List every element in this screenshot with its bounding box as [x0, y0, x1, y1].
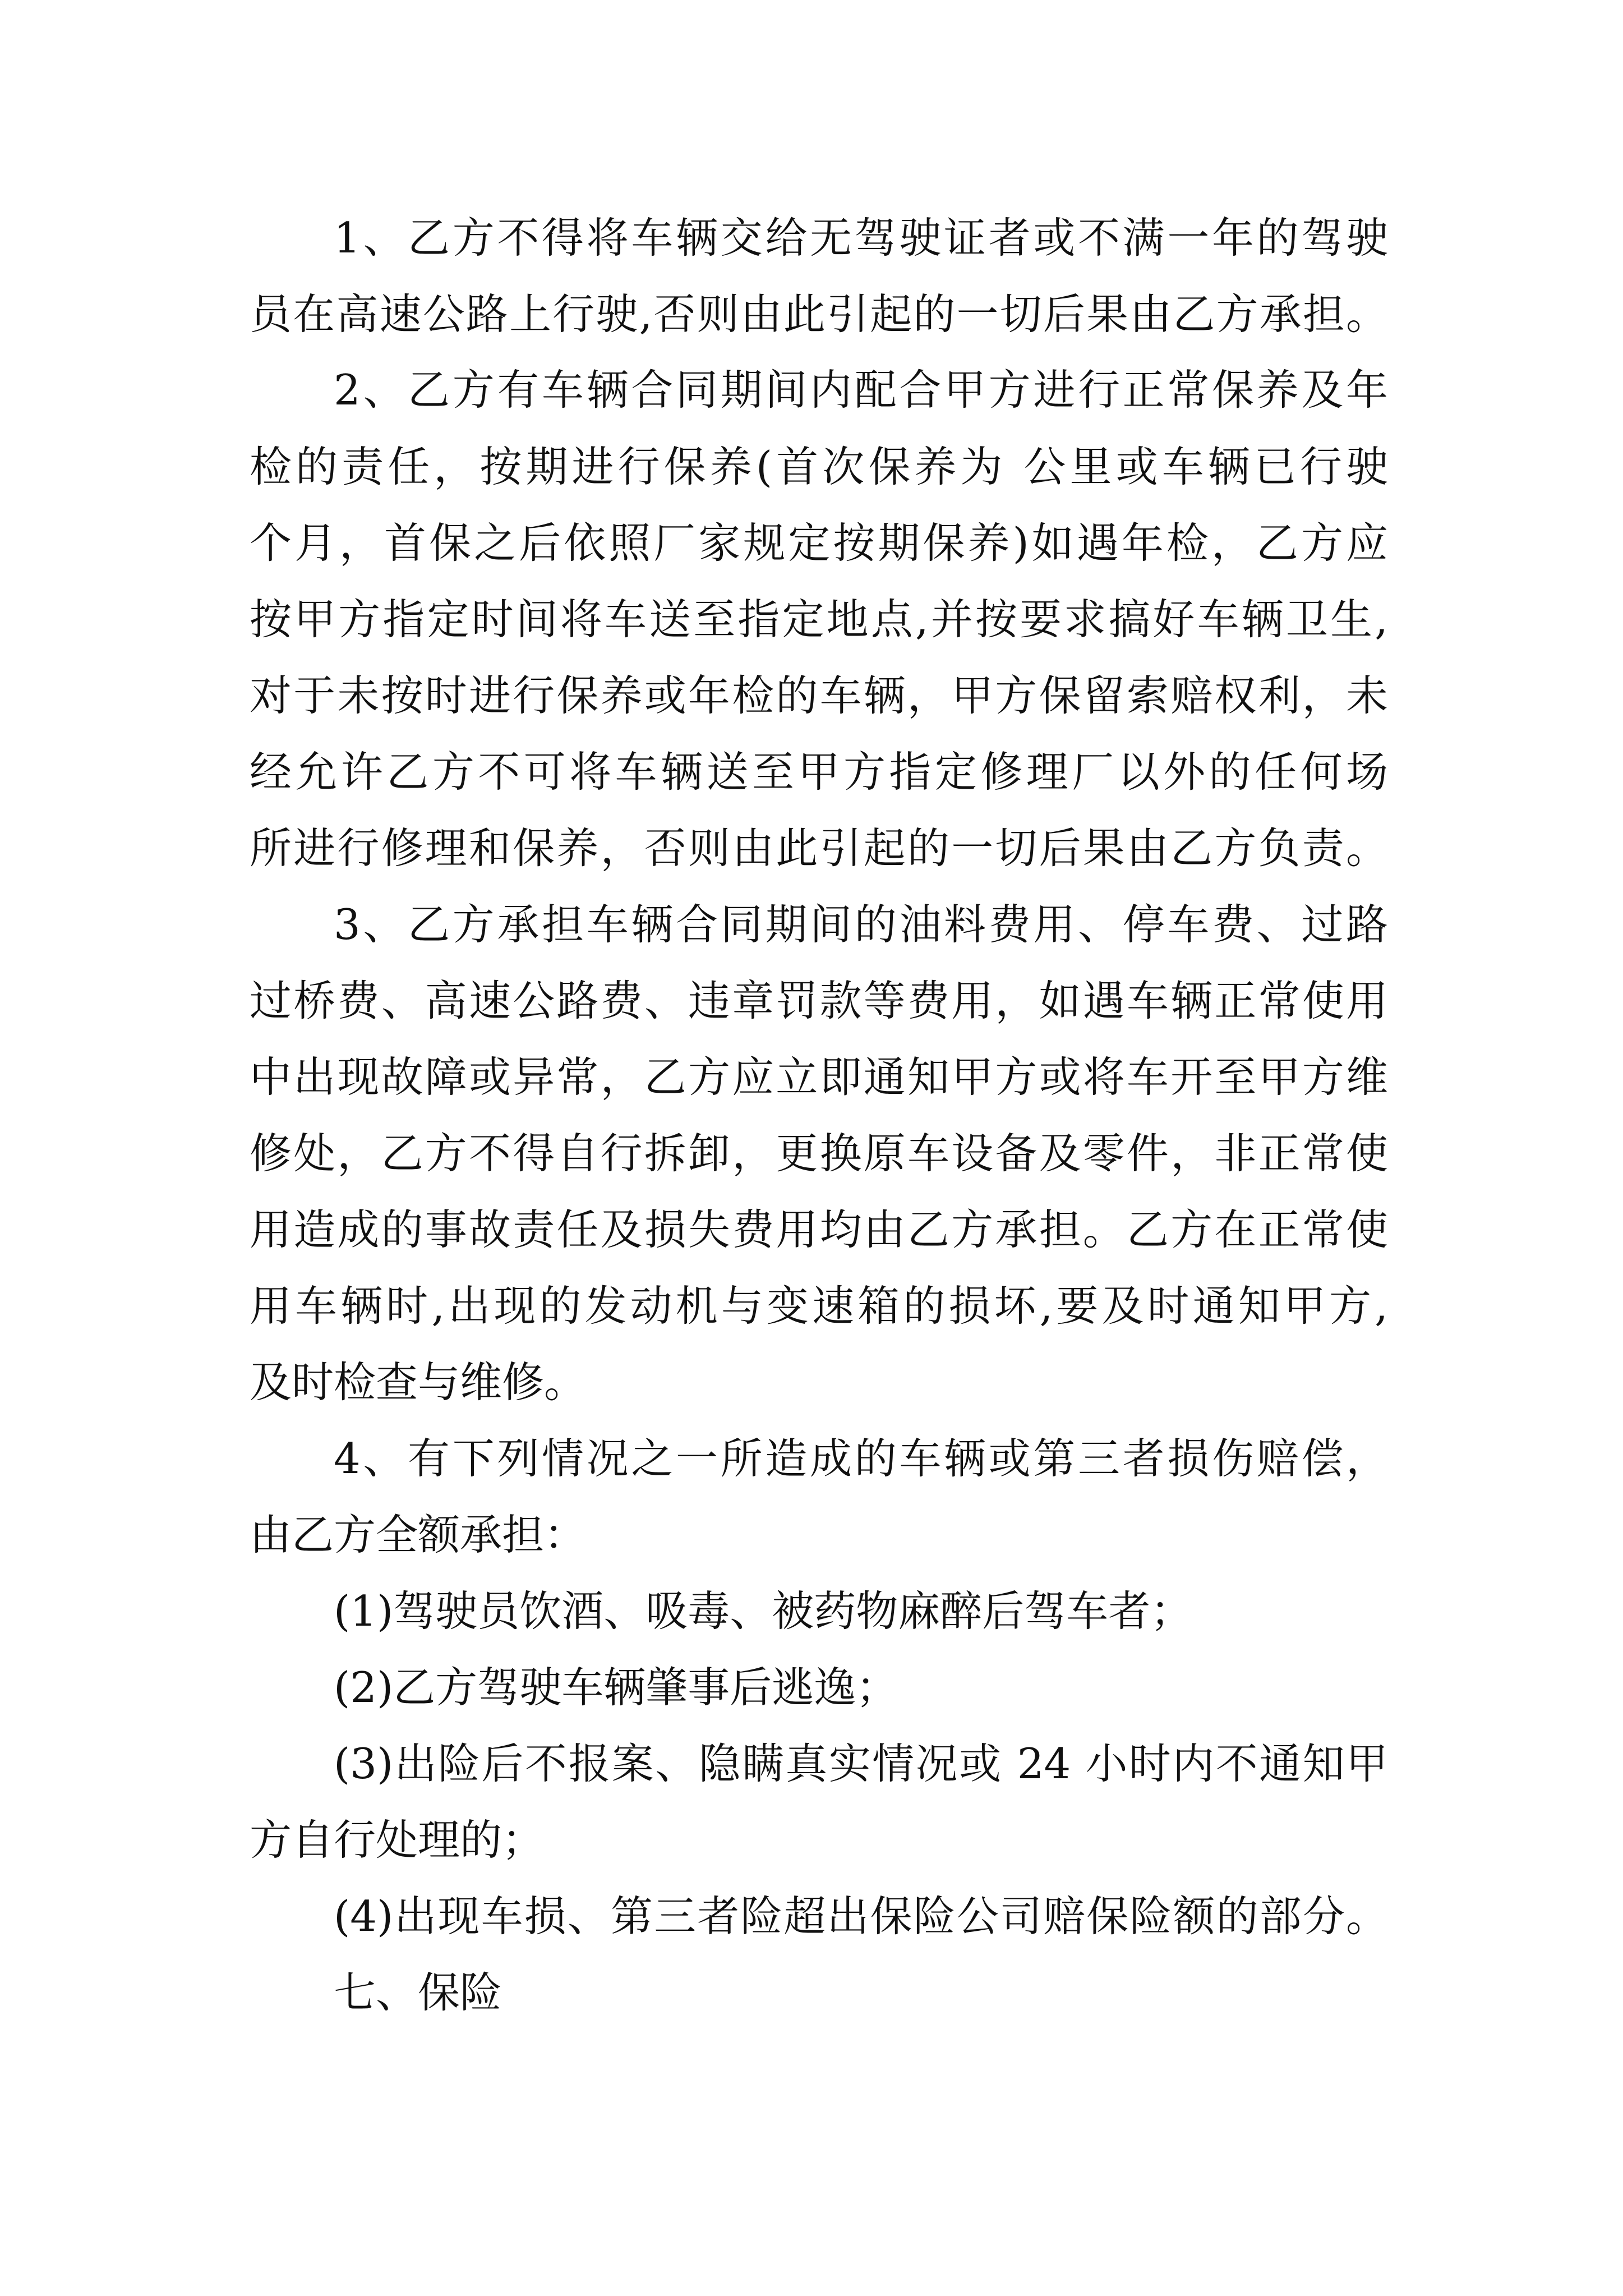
item-3-line-1: (3)出险后不报案、隐瞒真实情况或 24 小时内不通知甲: [334, 1739, 1388, 1788]
clause-2-line-3: 个月，首保之后依照厂家规定按期保养)如遇年检，乙方应: [250, 518, 1388, 568]
item-2: (2)乙方驾驶车辆肇事后逃逸；: [334, 1663, 898, 1712]
clause-4-line-2: 由乙方全额承担：: [250, 1510, 587, 1559]
clause-3-line-2: 过桥费、高速公路费、违章罚款等费用，如遇车辆正常使用: [250, 976, 1388, 1025]
clause-2-line-1: 2、乙方有车辆合同期间内配合甲方进行正常保养及年: [334, 365, 1388, 415]
clause-1-line-1: 1、乙方不得将车辆交给无驾驶证者或不满一年的驾驶: [334, 213, 1388, 263]
clause-3-line-4: 修处，乙方不得自行拆卸，更换原车设备及零件，非正常使: [250, 1129, 1388, 1178]
item-1: (1)驾驶员饮酒、吸毒、被药物麻醉后驾车者；: [334, 1586, 1193, 1636]
item-4: (4)出现车损、第三者险超出保险公司赔保险额的部分。: [334, 1892, 1388, 1941]
clause-2-line-4: 按甲方指定时间将车送至指定地点,并按要求搞好车辆卫生,: [250, 595, 1388, 644]
clause-4-line-1: 4、有下列情况之一所造成的车辆或第三者损伤赔偿，: [334, 1434, 1388, 1483]
clause-2-line-2: 检的责任，按期进行保养(首次保养为 公里或车辆已行驶: [250, 442, 1388, 491]
section-heading-insurance: 七、保险: [334, 1968, 502, 2017]
clause-3-line-6: 用车辆时,出现的发动机与变速箱的损坏,要及时通知甲方,: [250, 1281, 1388, 1331]
clause-2-line-7: 所进行修理和保养，否则由此引起的一切后果由乙方负责。: [250, 823, 1388, 873]
clause-2-line-6: 经允许乙方不可将车辆送至甲方指定修理厂以外的任何场: [250, 747, 1388, 797]
clause-3-line-7: 及时检查与维修。: [250, 1358, 587, 1407]
clause-3-line-5: 用造成的事故责任及损失费用均由乙方承担。乙方在正常使: [250, 1205, 1388, 1254]
clause-3-line-3: 中出现故障或异常，乙方应立即通知甲方或将车开至甲方维: [250, 1052, 1388, 1102]
item-3-line-2: 方自行处理的；: [250, 1815, 545, 1865]
clause-1-line-2: 员在高速公路上行驶,否则由此引起的一切后果由乙方承担。: [250, 289, 1388, 339]
clause-3-line-1: 3、乙方承担车辆合同期间的油料费用、停车费、过路: [334, 900, 1388, 949]
clause-2-line-5: 对于未按时进行保养或年检的车辆，甲方保留索赔权利，未: [250, 671, 1388, 720]
